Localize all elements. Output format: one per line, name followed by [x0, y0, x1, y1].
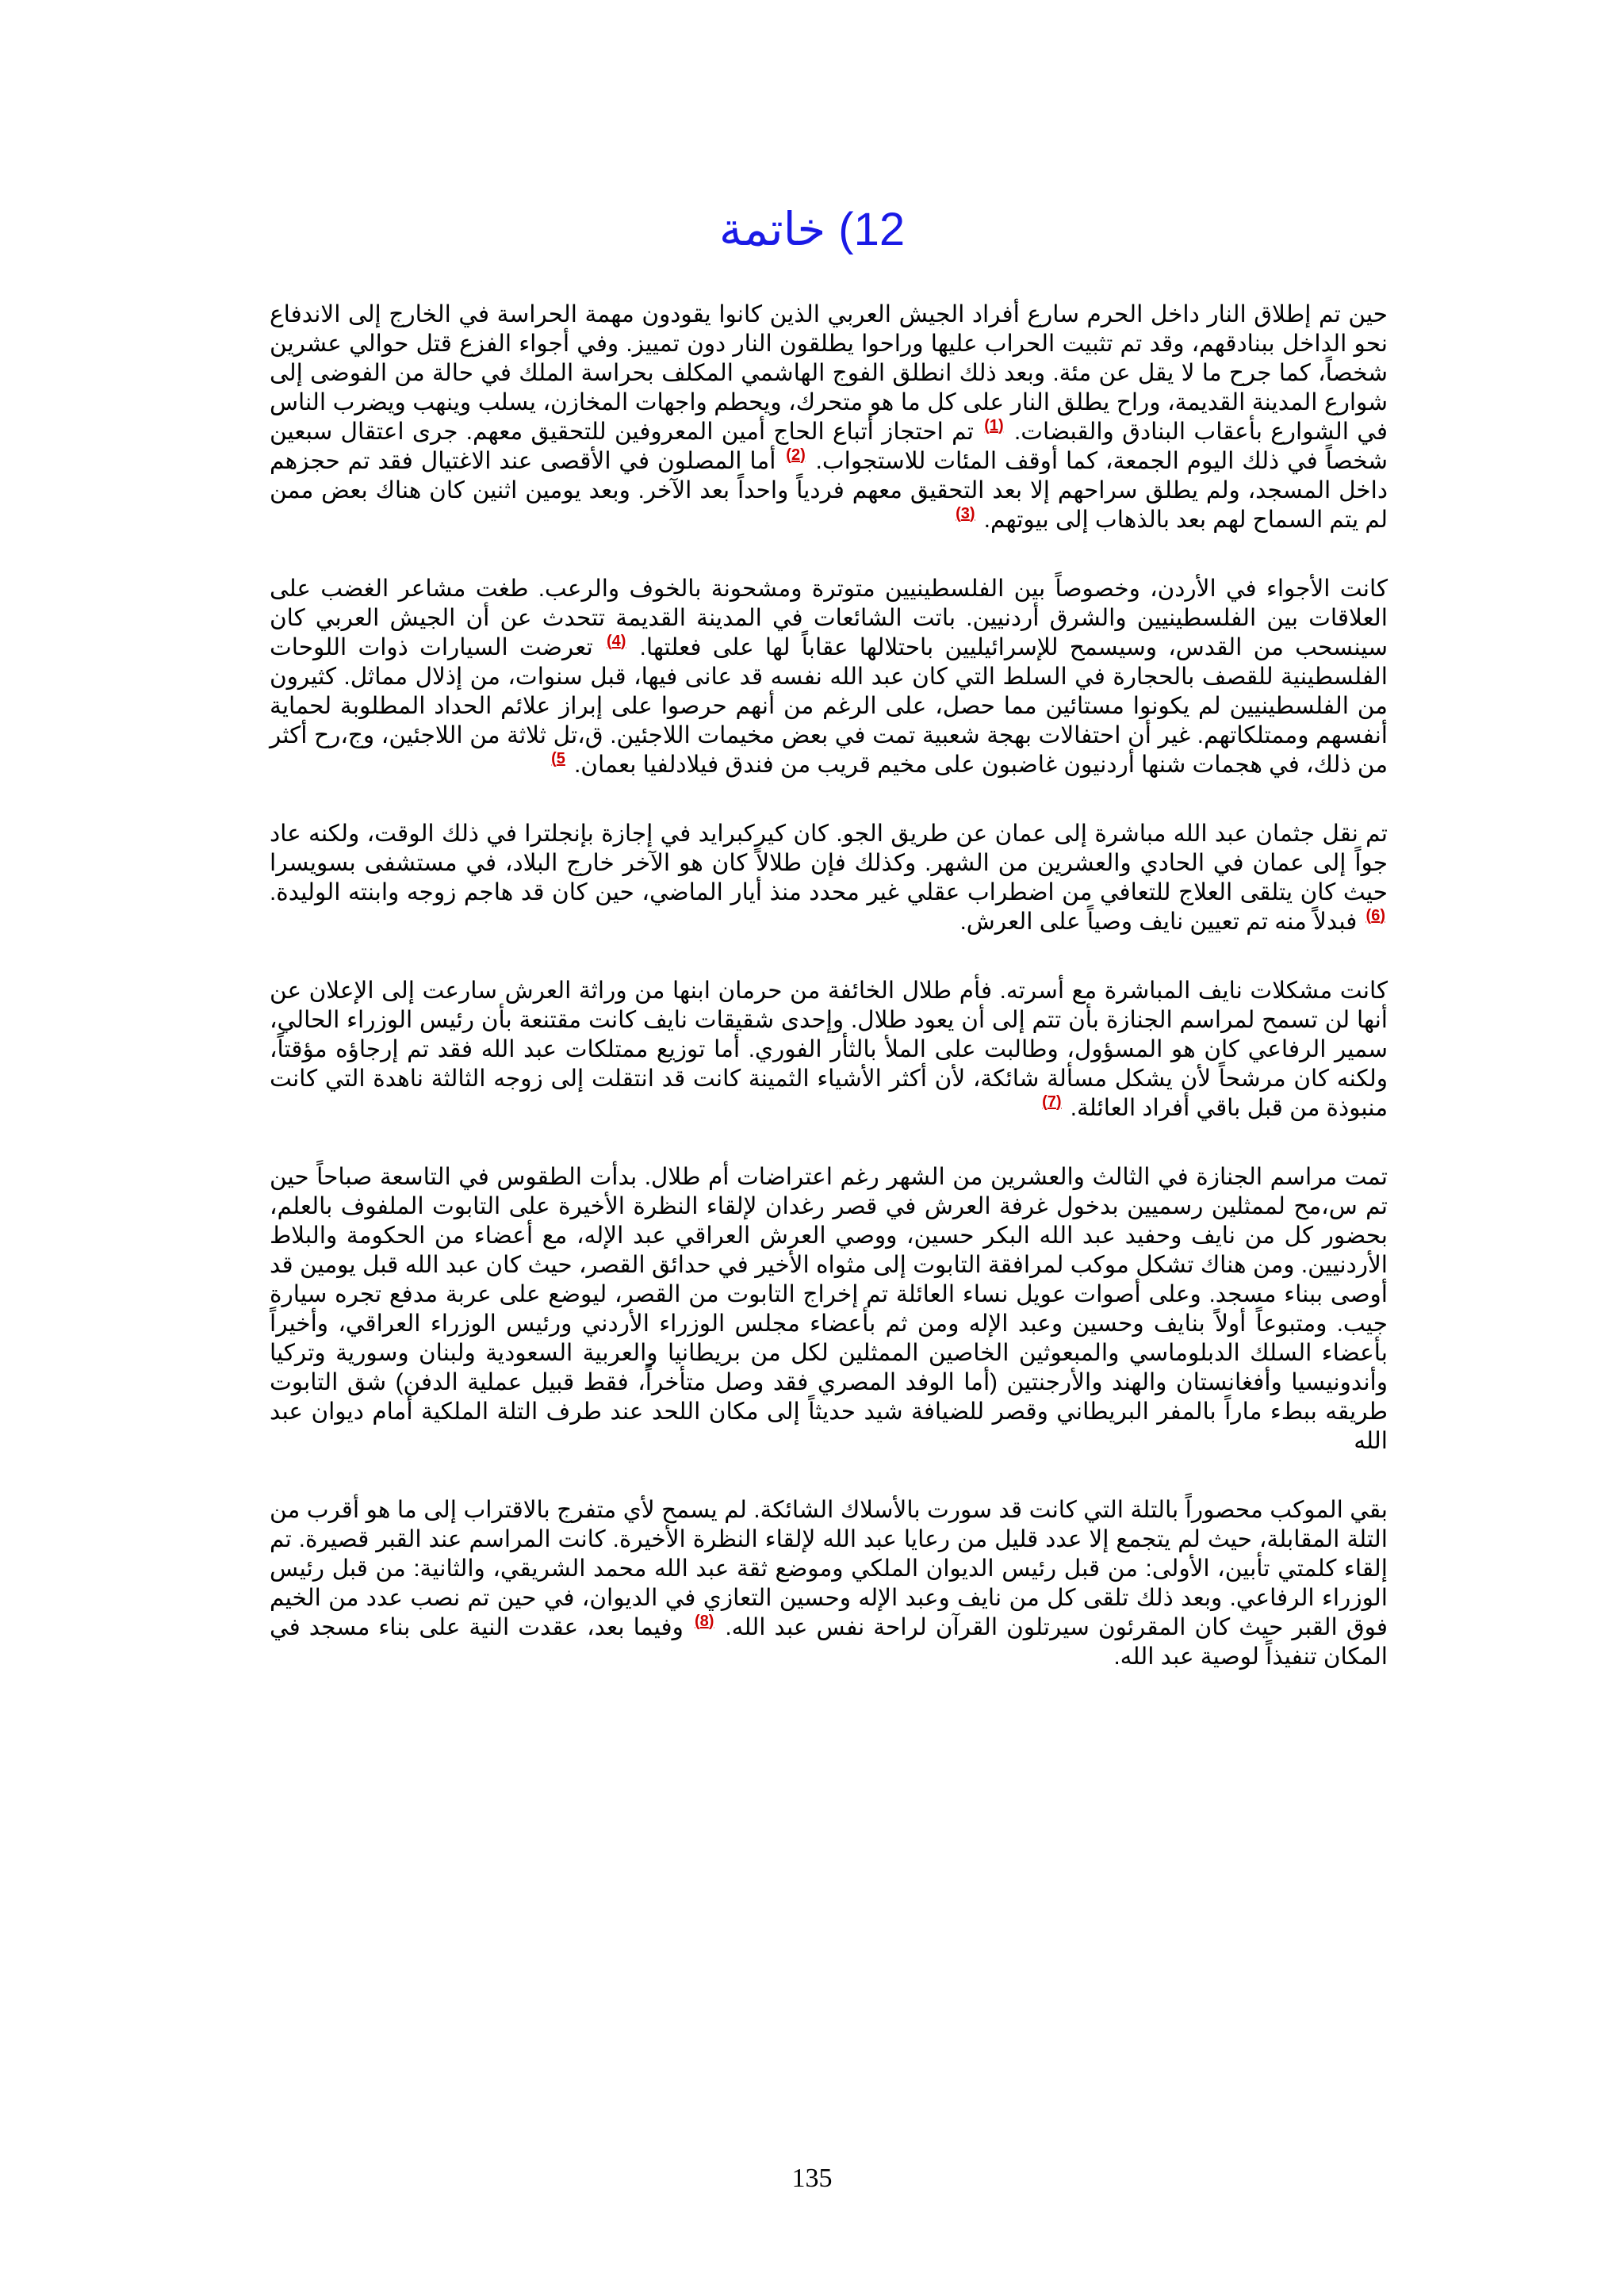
- footnote-link[interactable]: 5): [551, 750, 565, 768]
- paragraph: [270, 976, 1388, 1123]
- body-text: [270, 300, 1388, 1711]
- footnote-link[interactable]: (1): [984, 417, 1004, 435]
- paragraph: [270, 1495, 1388, 1671]
- paragraph-text: أما المصلون في الأقصى عند الاغتيال فقد تم حجزهم داخل المسجد، ولم يطلق سراحهم إلا بعد التحقيق معهم فردياً واحداً بعد الآخر. وبعد يومين اثنين كان هناك بعض ممن لم يتم السماح لهم بعد بالذهاب إلى بيوتهم.: [270, 448, 1388, 533]
- footnote-link[interactable]: (8): [694, 1613, 714, 1631]
- footnote-link[interactable]: (4): [606, 633, 626, 651]
- paragraph-text: كانت مشكلات نايف المباشرة مع أسرته. فأم طلال الخائفة من حرمان ابنها من وراثة العرش سارعت إلى الإعلان عن أنها لن تسمح لمراسم الجنازة بأن تتم إلى أن يعود طلال. وإحدى شقيقات نايف كانت مقتنعة بأن رئيس الوزراء الحالي، سمير الرفاعي كان هو المسؤول، وطالبت على الملأ بالثأر الفوري. أما توزيع ممتلكات عبد الله فقد تم إرجاؤه مؤقتاً، ولكنه كان مرشحاً لأن يشكل مسألة شائكة، لأن أكثر الأشياء الثمينة كانت قد انتقلت إلى زوجه الثالثة ناهدة التي كانت منبوذة من قبل باقي أفراد العائلة.: [270, 978, 1388, 1121]
- paragraph: [270, 1162, 1388, 1456]
- paragraph-text: تعرضت السيارات ذوات اللوحات الفلسطينية للقصف بالحجارة في السلط التي كان عبد الله نفسه قد عانى فيها، قبل سنوات، من إذلال مماثل. كثيرون من الفلسطينيين لم يكونوا مستائين مما حصل، على الرغم من أنهم حرصوا على إبراز علائم الحداد المطلوبة لحماية أنفسهم وممتلكاتهم. غير أن احتفالات بهجة شعبية تمت في بعض مخيمات اللاجئين. ق،تل ثلاثة من اللاجئين، وج،رح أكثر من ذلك، في هجمات شنها أردنيون غاضبون على مخيم قريب من فندق فيلادلفيا بعمان.: [270, 634, 1388, 778]
- paragraph: [270, 300, 1388, 534]
- paragraph-text: فبدلاً منه تم تعيين نايف وصياً على العرش.: [959, 909, 1364, 935]
- paragraph-text: تمت مراسم الجنازة في الثالث والعشرين من الشهر رغم اعتراضات أم طلال. بدأت الطقوس في التاسعة صباحاً حين تم س،مح لممثلين رسميين بدخول غرفة العرش في قصر رغدان لإلقاء النظرة الأخيرة على التابوت الملفوف بالعلم، بحضور كل من نايف وحفيد عبد الله البكر حسين، ووصي العرش العراقي عبد الإله، مع أعضاء من الحكومة والبلاط الأردنيين. ومن هناك تشكل موكب لمرافقة التابوت إلى مثواه الأخير في حدائق القصر، حيث كان عبد الله قبل يومين قد أوصى ببناء مسجد. وعلى أصوات عويل نساء العائلة تم إخراج التابوت من القصر، ليوضع على عربة مدفع تجره سيارة جيب. ومتبوعاً أولاً بنايف وحسين وعبد الإله ومن ثم بأعضاء مجلس الوزراء الأردني ورئيس الوزراء العراقي، وأخيراً بأعضاء السلك الدبلوماسي والمبعوثين الخاصين الممثلين لكل من بريطانيا والعربية السعودية ولبنان وسورية وتركيا وأندونيسيا وأفغانستان والهند والأرجنتين (أما الوفد المصري فقد وصل متأخراً، فقط قبيل عملية الدفن) شق التابوت طريقه ببطء ماراً بالمفر البريطاني وقصر للضيافة شيد حديثاً إلى مكان اللحد عند طرف التلة الملكية أمام ديوان عبد الله: [270, 1164, 1388, 1454]
- paragraph: [270, 574, 1388, 779]
- page-number: 135: [791, 2164, 833, 2193]
- paragraph-text: تم نقل جثمان عبد الله مباشرة إلى عمان عن طريق الجو. كان كيركبرايد في إجازة بإنجلترا في ذلك الوقت، ولكنه عاد جواً إلى عمان في الحادي والعشرين من الشهر. وكذلك فإن طلالاً كان هو الآخر خارج البلاد، في مستشفى بسويسرا حيث كان يتلقى العلاج للتعافي من اضطراب عقلي غير محدد منذ أيار الماضي، حين كان قد هاجم زوجه وابنته الوليدة.: [270, 821, 1388, 905]
- paragraph-text: تم احتجاز أتباع الحاج أمين المعروفين للتحقيق معهم. جرى اعتقال سبعين شخصاً في ذلك اليوم الجمعة، كما أوقف المئات للاستجواب.: [270, 419, 1388, 474]
- paragraph-text: حين تم إطلاق النار داخل الحرم سارع أفراد الجيش العربي الذين كانوا يقودون مهمة الحراسة في الخارج إلى الاندفاع نحو الداخل ببنادقهم، وقد تم تثبيت الحراب عليها وراحوا يطلقون النار دون تمييز. وفي أجواء الفزع قتل حوالي عشرين شخصاً، كما جرح ما لا يقل عن مئة. وبعد ذلك انطلق الفوج الهاشمي المكلف بحراسة الملك في حالة من الفوضى إلى شوارع المدينة القديمة، وراح يطلق النار على كل ما هو متحرك، ويحطم واجهات المخازن، يسلب وينهب ويضرب الناس في الشوارع بأعقاب البنادق والقبضات.: [270, 301, 1388, 445]
- chapter-title: 12) خاتمة: [718, 204, 906, 255]
- footnote-link[interactable]: (6): [1365, 907, 1385, 925]
- paragraph-text: وفيما بعد، عقدت النية على بناء مسجد في المكان تنفيذاً لوصية عبد الله.: [270, 1614, 1388, 1670]
- footnote-link[interactable]: (3): [956, 505, 975, 523]
- paragraph: [270, 819, 1388, 936]
- footnote-link[interactable]: (7): [1042, 1093, 1062, 1112]
- footnote-link[interactable]: (2): [786, 446, 806, 465]
- paragraph-text: كانت الأجواء في الأردن، وخصوصاً بين الفلسطينيين متوترة ومشحونة بالخوف والرعب. طغت مشاعر الغضب على العلاقات بين الفلسطينيين والشرق أردنيين. باتت الشائعات في المدينة القديمة تتحدث عن أن الجيش العربي كان سينسحب من القدس، وسيسمح للإسرائيليين باحتلالها عقاباً لها على فعلتها.: [270, 576, 1388, 660]
- paragraph-text: بقي الموكب محصوراً بالتلة التي كانت قد سورت بالأسلاك الشائكة. لم يسمح لأي متفرج بالاقتراب إلى ما هو أقرب من التلة المقابلة، حيث لم يتجمع إلا عدد قليل من رعايا عبد الله لإلقاء النظرة الأخيرة. كانت المراسم عند القبر قصيرة. تم إلقاء كلمتي تأبين، الأولى: من قبل رئيس الديوان الملكي وموضع ثقة عبد الله محمد الشريقي، والثانية: من قبل رئيس الوزراء الرفاعي. وبعد ذلك تلقى كل من نايف وعبد الإله وحسين التعازي في الديوان، في حين تم نصب عدد من الخيم فوق القبر حيث كان المقرئون سيرتلون القرآن لراحة نفس عبد الله.: [270, 1497, 1388, 1640]
